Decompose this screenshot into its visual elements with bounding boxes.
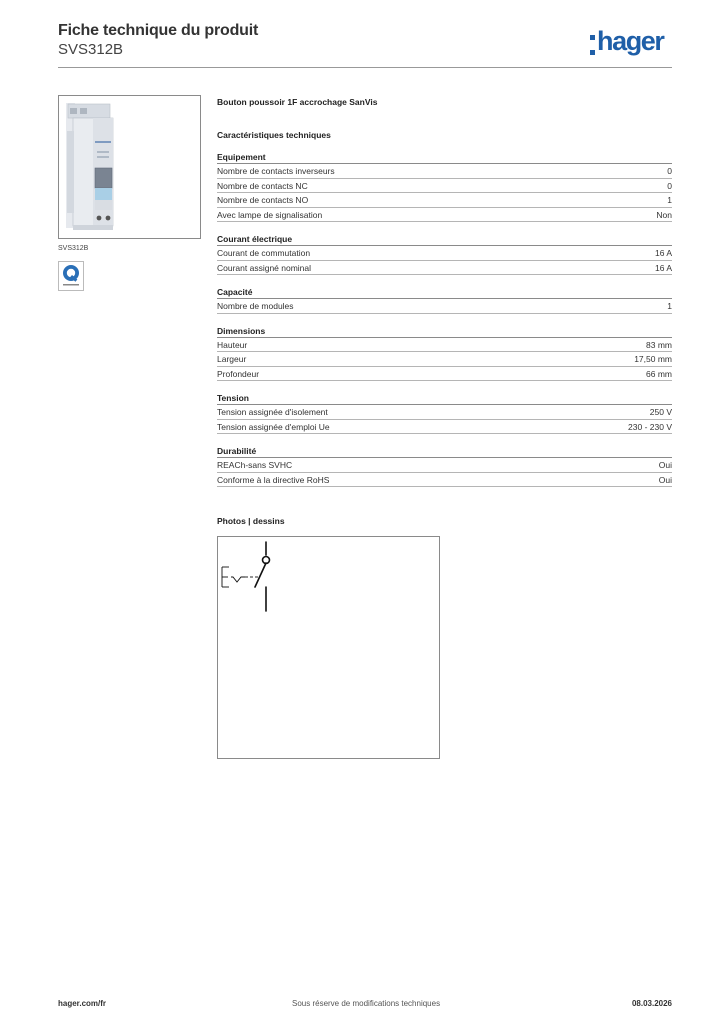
spec-group-durabilite [217,444,672,487]
spec-row [217,473,672,488]
spec-value: Oui [658,460,672,470]
spec-label: Avec lampe de signalisation [217,209,323,220]
pushbutton-symbol-icon [218,537,441,760]
spec-row [217,338,672,353]
spec-label: Nombre de contacts NC [217,180,308,191]
spec-value: 66 mm [646,368,672,379]
image-caption: SVS312B [58,245,89,252]
spec-group-tension [217,391,672,434]
spec-value: 0 [667,180,672,191]
spec-value: Oui [658,474,672,485]
spec-row [217,261,672,276]
spec-row [217,420,672,435]
footer-notice: Sous réserve de modifications techniques [292,999,441,1008]
spec-value: 0 [667,166,672,176]
spec-label: Nombre de contacts NO [217,195,309,205]
footer-website: hager.com/fr [58,999,107,1008]
spec-group-equipement [217,150,672,222]
spec-group-courant [217,232,672,275]
spec-value: 17,50 mm [634,354,672,364]
header-divider [58,67,672,68]
spec-row [217,367,672,382]
spec-value: 1 [667,195,672,205]
spec-label: Largeur [217,354,247,364]
technical-specs [217,95,672,497]
spec-label: Tension assignée d'isolement [217,407,328,417]
spec-row [217,299,672,314]
quality-label-icon [58,261,84,291]
photos-heading: Photos | dessins [217,516,285,526]
spec-label: REACh-sans SVHC [217,460,293,470]
spec-row [217,179,672,194]
specs-heading: Caractéristiques techniques [217,130,331,140]
spec-group-title: Courant électrique [217,232,672,246]
spec-label: Hauteur [217,339,248,350]
hager-logo [590,26,664,56]
spec-value: Non [656,209,672,220]
page-title: Fiche technique du produit [58,22,259,39]
spec-group-title: Capacité [217,285,672,299]
spec-row [217,352,672,367]
spec-row [217,246,672,261]
spec-row [217,193,672,208]
spec-label: Nombre de modules [217,301,294,311]
spec-group-title: Equipement [217,150,672,164]
spec-value: 16 A [654,262,672,273]
product-description: Bouton poussoir 1F accrochage SanVis [217,97,378,107]
spec-label: Conforme à la directive RoHS [217,474,330,485]
spec-value: 83 mm [646,339,672,350]
spec-group-dimensions [217,324,672,382]
spec-value: 16 A [654,248,672,258]
spec-row [217,208,672,223]
spec-label: Tension assignée d'emploi Ue [217,421,330,432]
spec-value: 230 - 230 V [628,421,672,432]
spec-label: Courant assigné nominal [217,262,312,273]
footer-date: 08.03.2026 [631,999,672,1008]
spec-value: 1 [667,301,672,311]
spec-group-title: Dimensions [217,324,672,338]
spec-group-title: Tension [217,391,672,405]
spec-value: 250 V [649,407,672,417]
spec-row [217,164,672,179]
pushbutton-module-illustration [59,96,202,240]
spec-row [217,458,672,473]
product-reference: SVS312B [58,41,124,58]
spec-group-title: Durabilité [217,444,672,458]
spec-label: Courant de commutation [217,248,311,258]
spec-label: Nombre de contacts inverseurs [217,166,335,176]
spec-label: Profondeur [217,368,260,379]
logo-text: hager [597,26,664,56]
spec-group-capacite [217,285,672,314]
wiring-symbol-drawing [217,536,440,759]
product-image [58,95,201,239]
spec-row [217,405,672,420]
logo-dots-icon [590,35,595,55]
